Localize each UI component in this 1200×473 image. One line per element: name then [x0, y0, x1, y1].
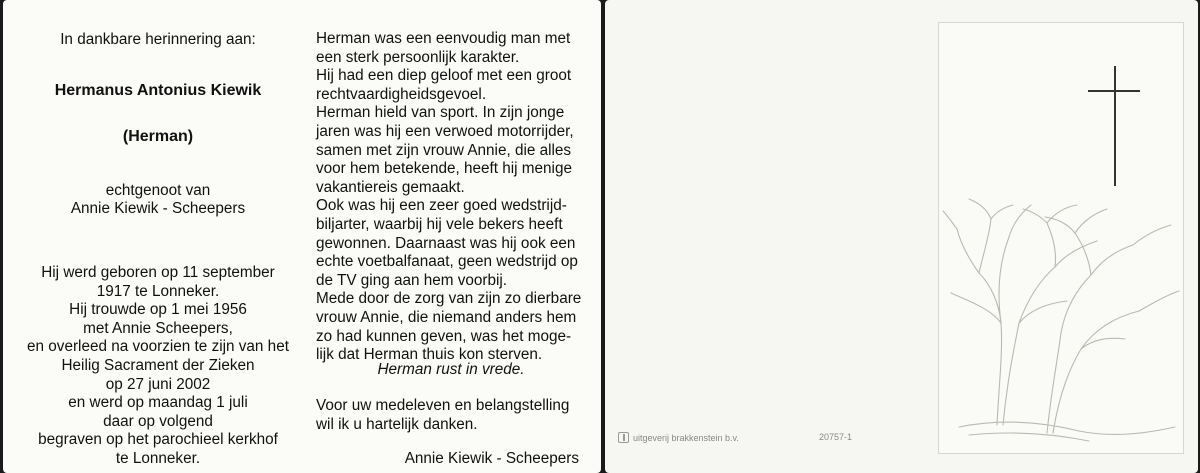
story-line: een sterk persoonlijk karakter.	[316, 48, 520, 66]
bio-line: 1917 te Lonneker.	[96, 282, 220, 300]
biography-block	[3, 264, 313, 469]
story-line: gewonnen. Daarnaast was hij ook een	[316, 234, 576, 252]
product-code: 20757-1	[819, 432, 853, 442]
publisher-logo-icon	[618, 432, 629, 443]
story-line: samen met zijn vrouw Annie, die alles	[316, 141, 572, 159]
life-story-paragraph	[316, 30, 581, 365]
cross-and-trees-illustration	[939, 23, 1185, 455]
signature: Annie Kiewik - Scheepers	[404, 450, 579, 467]
deceased-nickname: (Herman)	[122, 128, 194, 145]
rest-in-peace-line: Herman rust in vrede.	[377, 361, 525, 378]
publisher-footer	[618, 432, 739, 443]
bio-line: op 27 juni 2002	[105, 375, 211, 393]
story-line: vakantiereis gemaakt.	[316, 178, 465, 196]
thanks-line: wil ik u hartelijk danken.	[316, 415, 478, 433]
story-line: voor hem betekende, heeft hij menige	[316, 160, 572, 178]
intro-text: In dankbare herinnering aan:	[60, 31, 256, 48]
story-line: rechtvaardigheidsgevoel.	[316, 85, 487, 103]
story-line: Mede door de zorg van zijn zo dierbare	[316, 290, 582, 308]
story-line: echte voetbalfanaat, geen wedstrijd op	[316, 253, 578, 271]
bio-line: Hij trouwde op 1 mei 1956	[69, 301, 247, 319]
story-line: de TV ging aan hem voorbij.	[316, 271, 508, 289]
deceased-name: Hermanus Antonius Kiewik	[54, 82, 262, 99]
card-inner-spread	[3, 0, 601, 473]
story-line: biljarter, waarbij hij vele bekers heeft	[316, 215, 563, 233]
story-line: Hij had een diep geloof met een groot	[316, 67, 572, 85]
story-line: jaren was hij een verwoed motorrijder,	[316, 122, 574, 140]
bio-line: begraven op het parochieel kerkhof	[38, 431, 278, 449]
spouse-label: echtgenoot van	[105, 182, 211, 199]
cover-artwork	[938, 22, 1184, 454]
bio-line: met Annie Scheepers,	[83, 319, 233, 337]
story-line: vrouw Annie, die niemand anders hem	[316, 308, 577, 326]
story-line: lijk dat Herman thuis kon sterven.	[316, 346, 543, 364]
spouse-name: Annie Kiewik - Scheepers	[70, 200, 246, 217]
publisher-name: uitgeverij brakkenstein b.v.	[633, 432, 739, 443]
story-line: Herman was een eenvoudig man met	[316, 30, 571, 47]
bio-line: daar op volgend	[103, 412, 213, 430]
bio-line: Heilig Sacrament der Zieken	[61, 356, 255, 374]
story-line: zo had kunnen geven, was het moge-	[316, 327, 572, 345]
bio-line: Hij werd geboren op 11 september	[41, 264, 275, 281]
story-line: Herman hield van sport. In zijn jonge	[316, 104, 565, 122]
trees-drawing	[943, 199, 1179, 441]
bio-line: en overleed na voorzien te zijn van het	[27, 338, 289, 356]
cross-icon	[1089, 67, 1139, 185]
thanks-block	[316, 397, 569, 434]
story-line: Ook was hij een zeer goed wedstrijd-	[316, 197, 567, 215]
bio-line: en werd op maandag 1 juli	[68, 394, 248, 412]
thanks-line: Voor uw medeleven en belangstelling	[316, 397, 570, 414]
bio-line: te Lonneker.	[115, 449, 201, 467]
